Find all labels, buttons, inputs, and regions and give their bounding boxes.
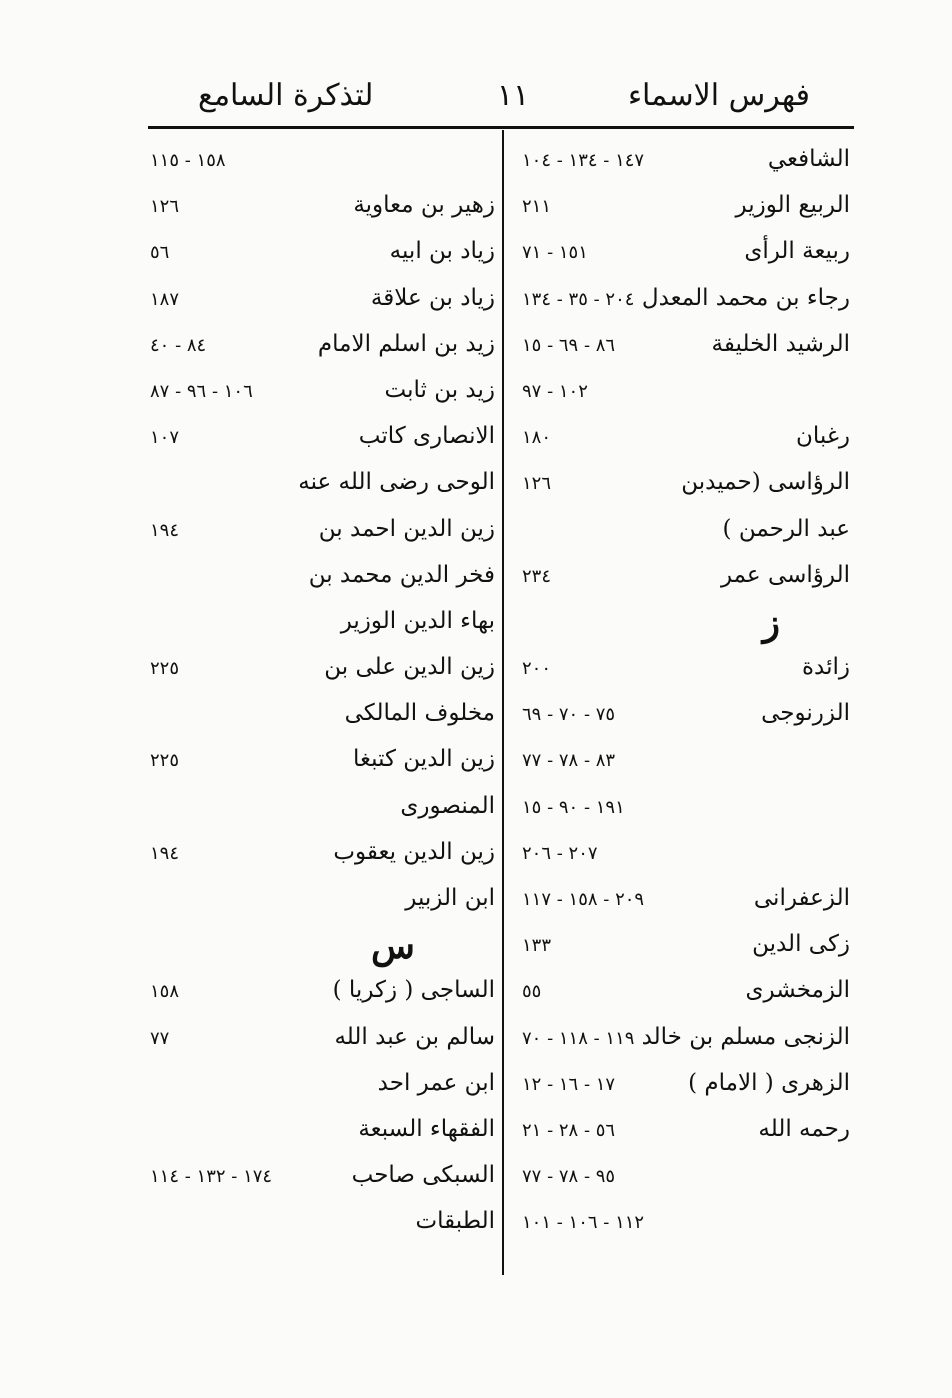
entry-name: الرشيد الخليفة — [711, 330, 850, 357]
entry-pages: ١٧ - ١٦ - ١٢ — [522, 1073, 616, 1095]
entry-pages: ٧٧ — [150, 1027, 170, 1049]
entry-pages: ١٩٤ — [150, 842, 180, 864]
entry-pages: ٥٦ - ٢٨ - ٢١ — [522, 1119, 616, 1141]
index-entry — [150, 787, 495, 833]
entry-name: السبكى صاحب — [351, 1162, 495, 1189]
header-rule — [148, 126, 854, 129]
entry-name: زكى الدين — [752, 931, 850, 958]
index-entry — [510, 833, 850, 879]
index-column-right — [510, 140, 850, 1249]
entry-pages: ١١٩ - ١١٨ - ٧٠ — [522, 1027, 635, 1049]
entry-name: رجاء بن محمد المعدل — [641, 284, 850, 311]
entry-name: الوحى رضى الله عنه — [298, 469, 495, 496]
index-entry — [150, 279, 495, 325]
index-entry — [510, 925, 850, 971]
index-entry — [510, 186, 850, 232]
entry-name: زين الدين على بن — [324, 654, 495, 681]
index-entry — [150, 463, 495, 509]
entry-pages: ١٩٤ — [150, 519, 180, 541]
entry-pages: ١٨٠ — [522, 427, 552, 449]
entry-pages: ٢٠٧ - ٢٠٦ — [522, 842, 598, 864]
entry-name: الزنجى مسلم بن خالد — [641, 1023, 850, 1050]
index-entry — [510, 648, 850, 694]
entry-name: ابن الزبير — [405, 885, 495, 911]
index-entry — [150, 1064, 495, 1110]
column-divider — [502, 130, 504, 1275]
section-letter-row — [150, 925, 495, 971]
entry-pages: ٨٤ - ٤٠ — [150, 334, 207, 356]
entry-name: الفقهاء السبعة — [358, 1115, 495, 1142]
entry-name: زيد بن ثابت — [384, 376, 495, 403]
entry-pages: ١٣٣ — [522, 935, 552, 957]
entry-pages: ٨٣ - ٧٨ - ٧٧ — [522, 750, 616, 772]
index-entry — [510, 232, 850, 278]
index-entry — [150, 371, 495, 417]
index-entry — [510, 1156, 850, 1202]
entry-pages: ٢٠٤ - ٣٥ - ١٣٤ — [522, 288, 635, 310]
index-entry — [510, 1202, 850, 1248]
entry-name: عبد الرحمن ) — [722, 515, 850, 542]
entry-name: الرؤاسى (حميدبن — [681, 469, 850, 496]
running-title-right: فهرس الاسماء — [627, 78, 810, 113]
index-entry — [510, 279, 850, 325]
entry-pages: ١٥٨ — [150, 981, 180, 1003]
index-entry — [150, 186, 495, 232]
entry-name: رغبان — [796, 423, 850, 450]
entry-name: زهير بن معاوية — [353, 192, 495, 219]
index-entry — [150, 232, 495, 278]
entry-name: مخلوف المالكى — [344, 700, 495, 727]
entry-name: المنصورى — [400, 792, 495, 819]
entry-pages: ٢١١ — [522, 196, 552, 218]
entry-pages: ١٥١ - ٧١ — [522, 242, 588, 264]
entry-name: زياد بن ابيه — [389, 238, 495, 265]
index-entry — [510, 463, 850, 509]
entry-pages: ١٠٦ - ٩٦ - ٨٧ — [150, 380, 253, 402]
entry-pages: ١٨٧ — [150, 288, 180, 310]
entry-pages: ٢٠٩ - ١٥٨ - ١١٧ — [522, 889, 645, 910]
entry-name: الزمخشرى — [745, 977, 850, 1004]
section-letter: س — [371, 925, 415, 968]
index-entry — [510, 1064, 850, 1110]
entry-name: بهاء الدين الوزير — [340, 607, 495, 634]
index-entry — [510, 1018, 850, 1064]
section-letter: ز — [762, 601, 780, 644]
entry-pages: ٢٢٥ — [150, 750, 180, 772]
entry-pages: ١٤٧ - ١٣٤ - ١٠٤ — [522, 150, 645, 171]
index-entry — [510, 694, 850, 740]
index-entry — [510, 879, 850, 925]
entry-name: الساجى ( زكريا ) — [332, 977, 495, 1004]
running-title-left: لتذكرة السامع — [198, 78, 374, 113]
index-column-left — [150, 140, 495, 1249]
entry-name: الزهرى ( الامام ) — [688, 1069, 850, 1096]
index-entry — [150, 510, 495, 556]
index-entry — [150, 325, 495, 371]
entry-pages: ١٩١ - ٩٠ - ١٥ — [522, 796, 625, 818]
index-entry — [510, 417, 850, 463]
entry-name: فخر الدين محمد بن — [308, 561, 495, 588]
index-entry — [510, 1110, 850, 1156]
entry-name: الربيع الوزير — [735, 192, 850, 219]
index-entry — [150, 1156, 495, 1202]
entry-pages: ٥٦ — [150, 242, 170, 264]
index-entry — [510, 510, 850, 556]
entry-name: زين الدين احمد بن — [318, 515, 495, 542]
index-entry — [510, 371, 850, 417]
entry-name: زين الدين كتبغا — [353, 746, 495, 773]
entry-pages: ٨٦ - ٦٩ - ١٥ — [522, 334, 616, 356]
entry-pages: ٢٣٤ — [522, 565, 552, 587]
entry-pages: ١٠٢ - ٩٧ — [522, 380, 588, 402]
entry-name: رحمه الله — [758, 1115, 850, 1142]
entry-pages: ٧٥ - ٧٠ - ٦٩ — [522, 704, 616, 726]
entry-pages: ١٠٧ — [150, 427, 180, 449]
index-entry — [510, 740, 850, 786]
index-entry — [150, 1202, 495, 1248]
index-entry — [150, 602, 495, 648]
entry-name: زائدة — [801, 654, 850, 681]
index-entry — [150, 740, 495, 786]
index-entry — [150, 648, 495, 694]
index-entry — [510, 787, 850, 833]
page-header — [148, 78, 854, 122]
index-entry — [150, 1110, 495, 1156]
index-entry — [150, 971, 495, 1017]
entry-pages: ١٧٤ - ١٣٢ - ١١٤ — [150, 1166, 273, 1188]
entry-name: الطبقات — [415, 1208, 495, 1235]
index-entry — [150, 556, 495, 602]
index-entry — [510, 325, 850, 371]
entry-pages: ٩٥ - ٧٨ - ٧٧ — [522, 1166, 616, 1188]
index-entry — [510, 556, 850, 602]
index-entry — [150, 140, 495, 186]
entry-name: الشافعي — [767, 146, 850, 172]
entry-name: الانصارى كاتب — [358, 423, 495, 450]
index-entry — [150, 1018, 495, 1064]
entry-name: سالم بن عبد الله — [334, 1023, 495, 1050]
index-entry — [150, 879, 495, 925]
entry-name: ربيعة الرأى — [744, 238, 850, 265]
index-entry — [150, 417, 495, 463]
entry-pages: ٢٢٥ — [150, 658, 180, 680]
index-entry — [150, 694, 495, 740]
entry-pages: ١١٢ - ١٠٦ - ١٠١ — [522, 1212, 645, 1234]
index-entry — [510, 140, 850, 186]
entry-pages: ١٥٨ - ١١٥ — [150, 150, 226, 171]
index-entry — [150, 833, 495, 879]
entry-name: الزرنوجى — [761, 700, 850, 727]
entry-name: زين الدين يعقوب — [333, 838, 495, 865]
entry-name: ابن عمر احد — [377, 1069, 495, 1096]
entry-pages: ٥٥ — [522, 981, 542, 1003]
entry-name: الزعفرانى — [753, 885, 850, 911]
entry-name: زيد بن اسلم الامام — [317, 330, 495, 357]
entry-name: الرؤاسى عمر — [720, 561, 850, 588]
entry-pages: ١٢٦ — [150, 196, 180, 218]
index-entry — [510, 971, 850, 1017]
entry-name: زياد بن علاقة — [370, 284, 495, 311]
entry-pages: ٢٠٠ — [522, 658, 552, 680]
section-letter-row — [510, 602, 850, 648]
entry-pages: ١٢٦ — [522, 473, 552, 495]
page-number: ١١ — [496, 78, 530, 113]
